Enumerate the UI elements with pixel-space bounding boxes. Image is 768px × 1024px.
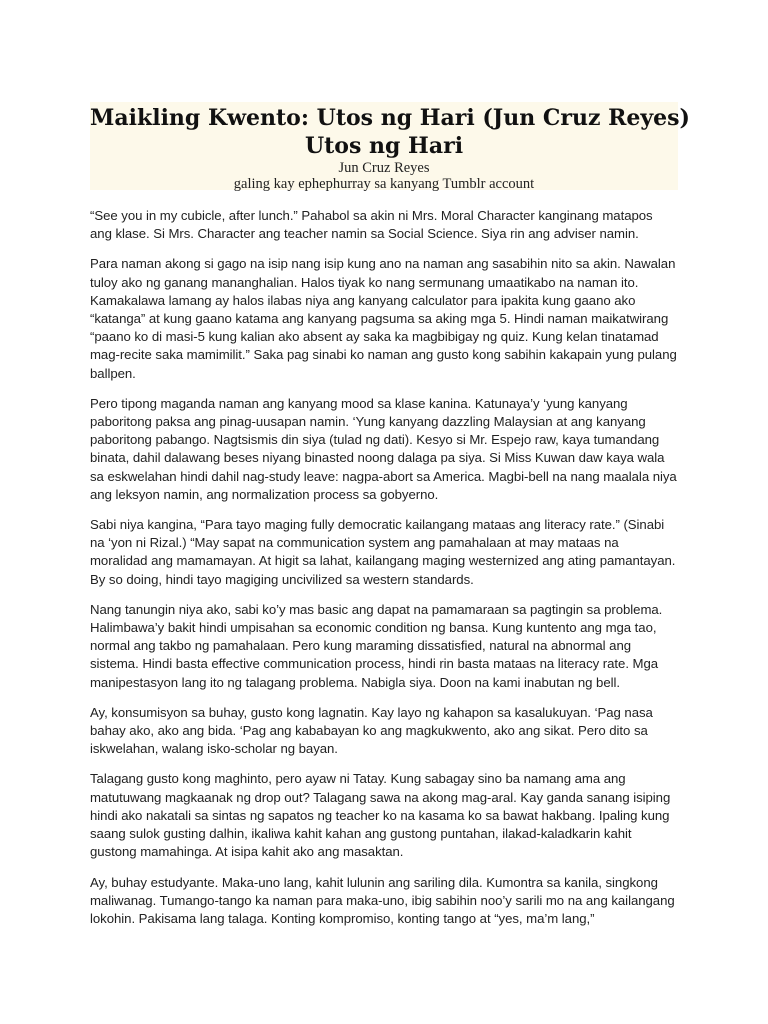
source-line: galing kay ephephurray sa kanyang Tumblr account bbox=[233, 176, 535, 192]
paragraph: Ay, buhay estudyante. Maka-uno lang, kahit lulunin ang sariling dila. Kumontra sa kanila, singkong maliwanag. Tumango-tango ka naman para maka-uno, ibig sabihin noo’y sarili mo na ang kailangang lokohin. Pakisama lang talaga. Konting kompromiso, konting tango at “yes, ma’m lang,” bbox=[90, 874, 675, 926]
paragraph: Sabi niya kangina, “Para tayo maging fully democratic kailangang mataas ang literacy rate.” (Sinabi na ‘yon ni Rizal.) “May sapat na communication system ang pamahalaan at may mataas na moralidad ang mamamayan. At higit sa lahat, kailangang maging westernized ang ating pamantayan. By so doing, hindi tayo magiging uncivilized sa western standards. bbox=[90, 517, 676, 587]
paragraph: “See you in my cubicle, after lunch.” Pahabol sa akin ni Mrs. Moral Character kanginang matapos ang klase. Si Mrs. Character ang teacher namin sa Social Science. Siya rin ang adviser namin. bbox=[90, 208, 653, 242]
paragraph: Ay, konsumisyon sa buhay, gusto kong lagnatin. Kay layo ng kahapon sa kasalukuyan. ‘Pag nasa bahay ako, ako ang bida. ‘Pag ang kababayan ko ang magkukwento, ako ang sikat. Pero dito sa iskwelahan, walang isko-scholar ng bayan. bbox=[90, 704, 653, 757]
author-line: Jun Cruz Reyes bbox=[338, 160, 430, 176]
paragraph: Talagang gusto kong maghinto, pero ayaw ni Tatay. Kung sabagay sino ba namang ama ang matutuwang magkaanak ng drop out? Talagang sawa na akong mag-aral. Kay ganda sanang isiping hindi ako nakatali sa sintas ng sapatos ng teacher ko na kasama ko sa bawat hakbang. Ipaling kung saang sulok gusting dalhin, ikaliwa kahit kahan ang gustong puntahan, ilakad-kaladkarin kahit gustong mamahinga. At isipa kahit ako ang masaktan. bbox=[90, 771, 671, 860]
title-block bbox=[90, 102, 690, 192]
paragraph: Nang tanungin niya ako, sabi ko’y mas basic ang dapat na pamamaraan sa pagtingin sa problema. Halimbawa’y bakit hindi umpisahan sa economic condition ng bansa. Kung kuntento ang mga tao, normal ang takbo ng pamahalaan. Pero kung maraming dissatisfied, natural na abnormal ang sistema. Hindi basta effective communication process, hindi rin basta mataas na literacy rate. Mga manipestasyon lang ito ng talagang problema. Nabigla siya. Doon na kami inabutan ng bell. bbox=[90, 601, 663, 690]
story-body bbox=[90, 207, 678, 928]
story-title: Utos ng Hari bbox=[304, 133, 464, 159]
paragraph: Para naman akong si gago na isip nang isip kung ano na naman ang sasabihin nito sa akin. Nawalan tuloy ako ng ganang mananghalian. Halos tiyak ko nang sermunang umaatikabo na naman ito. Kamakalawa lamang ay halos ilabas niya ang kanyang calculator para ipakita kung gaano ako “katanga” at kung gaano katama ang kanyang pagsuma sa aking mga 5. Hindi naman maikatwirang “paano ko di masi-5 kung kalian ako absent ay saka ka magbibigay ng quiz. Kung kelan tinatamad mag-recite saka mamimilit.” Saka pag sinabi ko naman ang gusto kong sabihin kakapain yung pulang ballpen. bbox=[90, 256, 677, 381]
paragraph: Pero tipong maganda naman ang kanyang mood sa klase kanina. Katunaya’y ‘yung kanyang paboritong paksa ang pinag-uusapan namin. ‘Yung kanyang dazzling Malaysian at ang kanyang paboritong pabango. Nagtsismis din siya (tulad ng dati). Kesyo si Mr. Espejo raw, kaya tumandang binata, dahil dalawang beses niyang binasted noong dalaga pa siya. Si Miss Kuwan daw kaya wala sa eskwelahan hindi dahil nag-study leave: nagpa-abort sa America. Magbi-bell na nang maalala niya ang leksyon namin, ang normalization process sa gobyerno. bbox=[90, 395, 677, 502]
page-title: Maikling Kwento: Utos ng Hari (Jun Cruz Reyes) bbox=[90, 105, 690, 131]
document-page bbox=[90, 102, 690, 940]
